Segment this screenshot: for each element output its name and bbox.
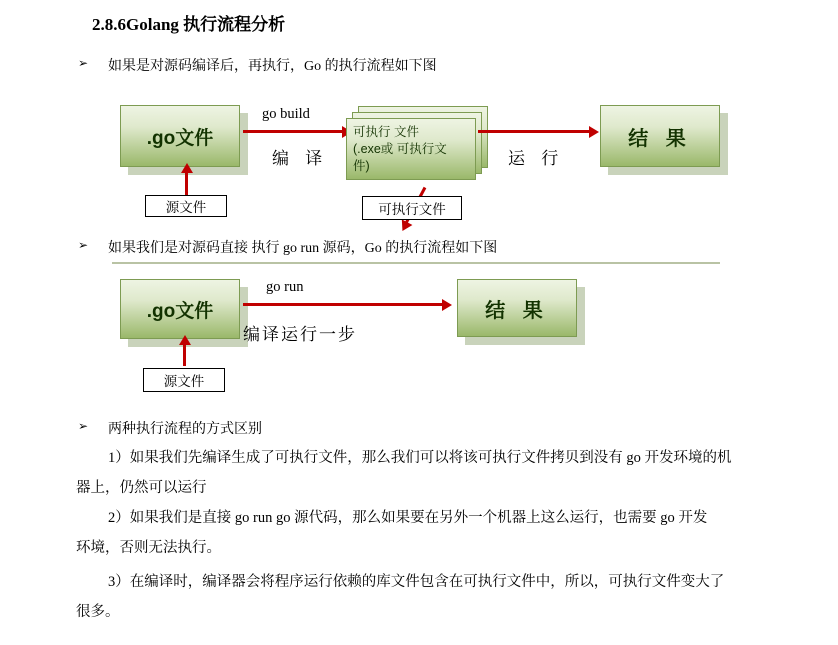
source-file-caption-box-1	[145, 195, 227, 217]
result-box-2	[457, 279, 577, 337]
bullet-icon-1: ➢	[78, 56, 89, 70]
arrow-source-to-gofile-1	[185, 172, 188, 196]
exe-file-caption-box-1	[362, 196, 462, 220]
bullet-text-1: 如果是对源码编译后，再执行，Go 的执行流程如下图	[108, 59, 437, 74]
arrow-build-1	[243, 130, 343, 133]
result-box-1	[600, 105, 720, 167]
go-run-label: go run	[266, 279, 304, 295]
go-file-box-label-2: .go文件	[146, 300, 214, 322]
go-file-box-1	[120, 105, 240, 167]
bullet-text-2: 如果我们是对源码直接 执行 go run 源码，Go 的执行流程如下图	[108, 241, 498, 256]
paragraph-3-line-2: 很多。	[76, 604, 120, 620]
source-file-caption-1: 源文件	[165, 200, 207, 215]
exe-box-text-1	[347, 119, 475, 175]
paragraph-3-line-1: 3）在编译时，编译器会将程序运行依赖的库文件包含在可执行文件中，所以，可执行文件变大了	[108, 574, 725, 590]
exe-file-caption-1: 可执行文件	[378, 202, 446, 217]
source-file-caption-box-2	[143, 368, 225, 392]
go-file-box-label-1: .go文件	[146, 127, 214, 149]
exe-box-1	[346, 118, 476, 180]
exe-box-line2: (.exe或 可执行文	[353, 142, 447, 156]
page-title: 2.8.6Golang 执行流程分析	[92, 15, 286, 34]
divider-line	[112, 262, 720, 264]
exe-box-line3: 件)	[353, 159, 370, 173]
bullet-icon-2: ➢	[78, 238, 89, 252]
go-build-label: go build	[262, 106, 310, 122]
bullet-icon-3: ➢	[78, 419, 89, 433]
source-file-caption-2: 源文件	[163, 374, 205, 389]
exe-box-line1: 可执行 文件	[353, 125, 419, 139]
paragraph-1-line-1: 1）如果我们先编译生成了可执行文件，那么我们可以将该可执行文件拷贝到没有 go 开发环境的机	[108, 450, 732, 466]
paragraph-1-line-2: 器上，仍然可以运行	[76, 480, 207, 496]
compile-run-caption: 编译运行一步	[243, 325, 357, 344]
run-caption: 运 行	[508, 149, 565, 168]
compile-caption: 编 译	[272, 149, 329, 168]
arrow-run-1	[478, 130, 590, 133]
arrow-run-2	[243, 303, 443, 306]
go-file-box-2	[120, 279, 240, 339]
result-box-label-1: 结 果	[628, 127, 692, 150]
bullet-text-3: 两种执行流程的方式区别	[108, 422, 262, 437]
paragraph-2-line-1: 2）如果我们是直接 go run go 源代码，那么如果要在另外一个机器上这么运行，也需要 go 开发	[108, 510, 708, 526]
result-box-label-2: 结 果	[485, 299, 549, 322]
arrow-source-to-gofile-2	[183, 344, 186, 366]
paragraph-2-line-2: 环境，否则无法执行。	[76, 540, 221, 556]
